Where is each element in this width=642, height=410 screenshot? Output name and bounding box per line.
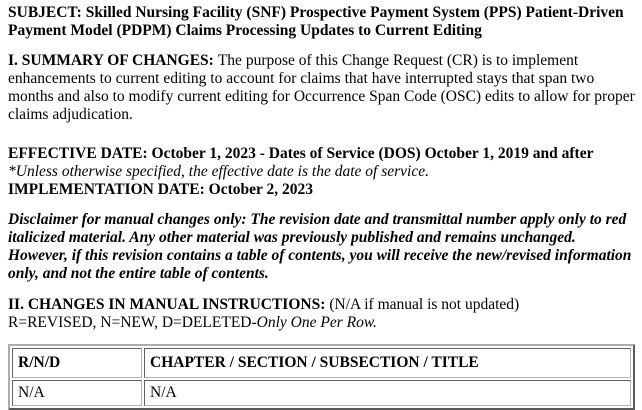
changes-legend-line	[8, 314, 635, 332]
changes-section	[8, 296, 635, 332]
dates-section	[8, 145, 635, 199]
table-cell-chapter: N/A	[144, 380, 631, 406]
table-header-rnd: R/N/D	[12, 348, 142, 378]
changes-heading-line	[8, 296, 635, 314]
changes-label: II. CHANGES IN MANUAL INSTRUCTIONS:	[8, 296, 326, 313]
table-cell-rnd: N/A	[12, 380, 142, 406]
manual-changes-table	[8, 344, 635, 410]
changes-legend-italic: Only One Per Row.	[256, 314, 377, 331]
subject-text: Skilled Nursing Facility (SNF) Prospective Payment System (PPS) Patient-Driven Payment Model (PDPM) Claims Processing Updates to Current Editing	[8, 4, 624, 39]
summary-text: The purpose of this Change Request (CR) is to implement enhancements to current editing to account for claims that have interrupted stays that span two months and also to modify current editing for Occurrence Span Code (OSC) edits to allow for proper claims adjudication.	[8, 52, 635, 123]
summary-label: I. SUMMARY OF CHANGES:	[8, 52, 214, 69]
changes-note: (N/A if manual is not updated)	[329, 296, 520, 313]
table-header-row	[12, 348, 631, 378]
summary-paragraph	[8, 52, 635, 124]
effective-date-note: *Unless otherwise specified, the effective date is the date of service.	[8, 163, 429, 180]
subject-label: SUBJECT:	[8, 4, 82, 21]
table-row	[12, 380, 631, 406]
table-header-chapter: CHAPTER / SECTION / SUBSECTION / TITLE	[144, 348, 631, 378]
disclaimer-paragraph: Disclaimer for manual changes only: The revision date and transmittal number apply only to red italicized material. Any other material was previously published and remains unchanged. However, if this revision contains a table of contents, you will receive the new/revised information only, and not the entire table of contents.	[8, 211, 632, 282]
subject-heading	[8, 4, 635, 40]
changes-legend-plain: R=REVISED, N=NEW, D=DELETED-	[8, 314, 257, 331]
effective-date-line: EFFECTIVE DATE: October 1, 2023 - Dates of Service (DOS) October 1, 2019 and after	[8, 145, 594, 162]
implementation-date-line: IMPLEMENTATION DATE: October 2, 2023	[8, 181, 313, 198]
